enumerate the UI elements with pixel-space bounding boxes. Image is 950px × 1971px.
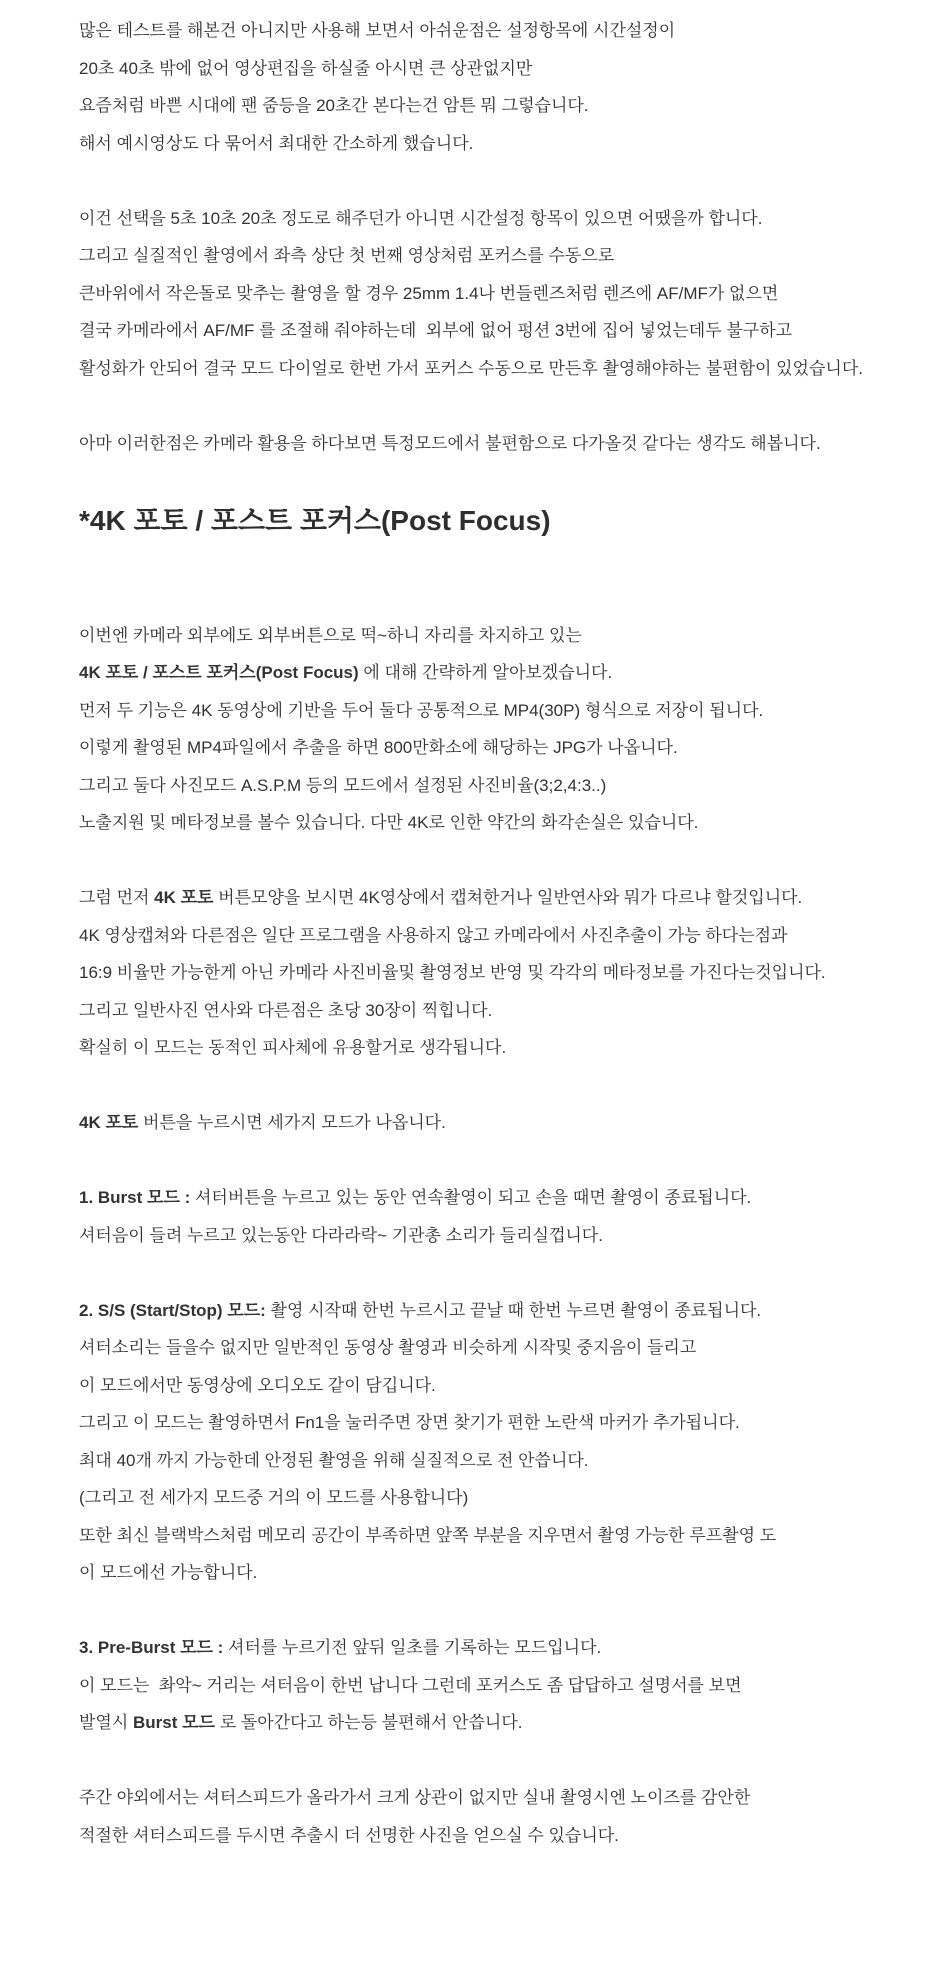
text-line	[79, 350, 895, 388]
bold-text-segment: *4K 포토 / 포스트 포커스(Post Focus)	[79, 504, 551, 536]
text-line	[79, 954, 895, 992]
text-segment: 적절한 셔터스피드를 두시면 추출시 더 선명한 사진을 얻으실 수 있습니다.	[79, 1825, 619, 1845]
text-segment: 셔터를 누르기전 앞뒤 일초를 기록하는 모드입니다.	[223, 1638, 602, 1657]
text-segment: 이번엔 카메라 외부에도 외부버튼으로 떡~하니 자리를 차지하고 있는	[79, 625, 582, 645]
text-segment: 이렇게 촬영된 MP4파일에서 추출을 하면 800만화소에 해당하는 JPG가 나옵니다.	[79, 738, 678, 757]
text-line	[79, 1817, 895, 1855]
text-segment: 아마 이러한점은 카메라 활용을 하다보면 특정모드에서 불편함으로 다가올것 같다는 생각도 해봅니다.	[79, 433, 821, 453]
bold-text-segment: 2. S/S (Start/Stop) 모드:	[79, 1300, 266, 1320]
post-content	[79, 12, 895, 1854]
text-segment: 이 모드에선 가능합니다.	[79, 1563, 258, 1582]
text-segment: 큰바위에서 작은돌로 맞추는 촬영을 할 경우 25mm 1.4나 번들렌즈처럼 렌즈에 AF/MF가 없으면	[79, 283, 779, 303]
text-line	[79, 654, 895, 692]
text-line	[79, 1104, 895, 1142]
bold-text-segment: 4K 포토	[154, 888, 214, 907]
text-line	[79, 879, 895, 917]
text-line	[79, 500, 895, 542]
bold-text-segment: 1. Burst 모드 :	[79, 1188, 191, 1207]
text-line	[79, 200, 895, 238]
text-line	[79, 1442, 895, 1480]
text-line	[79, 1517, 895, 1555]
text-segment: 20초 40초 밖에 없어 영상편집을 하실줄 아시면 큰 상관없지만	[79, 58, 533, 78]
text-segment: 주간 야외에서는 셔터스피드가 올라가서 크게 상관이 없지만 실내 촬영시엔 노이즈를 감안한	[79, 1788, 751, 1807]
bold-text-segment: 4K 포토	[79, 1113, 139, 1132]
text-line	[79, 125, 895, 163]
text-segment: 또한 최신 블랙박스처럼 메모리 공간이 부족하면 앞쪽 부분을 지우면서 촬영 가능한 루프촬영 도	[79, 1525, 777, 1545]
bold-text-segment: 4K 포토 / 포스트 포커스(Post Focus)	[79, 663, 359, 682]
text-line	[79, 729, 895, 767]
text-line	[79, 1367, 895, 1405]
text-line	[79, 1292, 895, 1330]
text-line	[79, 992, 895, 1030]
text-segment: 확실히 이 모드는 동적인 피사체에 유용할거로 생각됩니다.	[79, 1038, 507, 1057]
text-segment: 셔터음이 들려 누르고 있는동안 다라라락~ 기관총 소리가 들리실껍니다.	[79, 1225, 603, 1245]
text-line	[79, 1479, 895, 1517]
text-line	[79, 1779, 895, 1817]
text-segment: 활성화가 안되어 결국 모드 다이얼로 한번 가서 포커스 수동으로 만든후 촬영해야하는 불편함이 있었습니다.	[79, 358, 863, 378]
text-line	[79, 1404, 895, 1442]
text-segment: 셔터버튼을 누르고 있는 동안 연속촬영이 되고 손을 때면 촬영이 종료됩니다.	[190, 1188, 752, 1207]
text-segment: 노출지원 및 메타정보를 볼수 있습니다. 다만 4K로 인한 약간의 화각손실은 있습니다.	[79, 813, 699, 832]
text-segment: 셔터소리는 들을수 없지만 일반적인 동영상 촬영과 비슷하게 시작및 중지음이 들리고	[79, 1338, 697, 1357]
text-line	[79, 12, 895, 50]
paragraph	[79, 1104, 895, 1142]
bold-text-segment: Burst 모드	[133, 1713, 215, 1732]
text-segment: 그리고 이 모드는 촬영하면서 Fn1을 눌러주면 장면 찾기가 편한 노란색 마커가 추가됩니다.	[79, 1413, 740, 1432]
text-segment: 에 대해 간략하게 알아보겠습니다.	[358, 663, 613, 682]
text-segment: 요즘처럼 바쁜 시대에 팬 줌등을 20초간 본다는건 암튼 뭐 그렇습니다.	[79, 96, 589, 115]
text-line	[79, 312, 895, 350]
text-segment: 로 돌아간다고 하는등 불편해서 안씁니다.	[214, 1713, 523, 1732]
bold-text-segment: 3. Pre-Burst 모드 :	[79, 1638, 224, 1657]
text-line	[79, 50, 895, 88]
text-segment: 그리고 일반사진 연사와 다른점은 초당 30장이 찍힙니다.	[79, 1000, 493, 1020]
section-heading	[79, 500, 895, 542]
text-line	[79, 767, 895, 805]
paragraph	[79, 1779, 895, 1854]
text-line	[79, 1704, 895, 1742]
text-segment: 이건 선택을 5초 10초 20초 정도로 해주던가 아니면 시간설정 항목이 있으면 어땠을까 합니다.	[79, 208, 763, 228]
text-segment: 해서 예시영상도 다 묶어서 최대한 간소하게 했습니다.	[79, 133, 474, 153]
text-line	[79, 1554, 895, 1592]
text-segment: 이 모드는 촤악~ 거리는 셔터음이 한번 납니다 그런데 포커스도 좀 답답하고 설명서를 보면	[79, 1675, 742, 1695]
text-segment: 촬영 시작때 한번 누르시고 끝날 때 한번 누르면 촬영이 종료됩니다.	[265, 1300, 762, 1320]
text-line	[79, 275, 895, 313]
text-line	[79, 804, 895, 842]
text-segment: 그리고 실질적인 촬영에서 좌측 상단 첫 번째 영상처럼 포커스를 수동으로	[79, 246, 615, 265]
text-segment: (그리고 전 세가지 모드중 거의 이 모드를 사용합니다)	[79, 1488, 469, 1507]
text-segment: 이 모드에서만 동영상에 오디오도 같이 담깁니다.	[79, 1375, 436, 1395]
text-line	[79, 1629, 895, 1667]
text-line	[79, 692, 895, 730]
text-line	[79, 917, 895, 955]
text-segment: 발열시	[79, 1713, 133, 1732]
paragraph	[79, 617, 895, 842]
text-line	[79, 1217, 895, 1255]
text-segment: 버튼모양을 보시면 4K영상에서 캡쳐한거나 일반연사와 뭐가 다르냐 할것입니다.	[213, 888, 803, 907]
paragraph	[79, 879, 895, 1067]
text-line	[79, 617, 895, 655]
text-line	[79, 1029, 895, 1067]
text-segment: 버튼을 누르시면 세가지 모드가 나옵니다.	[138, 1113, 446, 1132]
paragraph	[79, 12, 895, 162]
text-segment: 최대 40개 까지 가능한데 안정된 촬영을 위해 실질적으로 전 안씁니다.	[79, 1450, 589, 1470]
text-segment: 먼저 두 기능은 4K 동영상에 기반을 두어 둘다 공통적으로 MP4(30P) 형식으로 저장이 됩니다.	[79, 700, 764, 720]
paragraph	[79, 1292, 895, 1592]
text-line	[79, 87, 895, 125]
text-line	[79, 425, 895, 463]
paragraph	[79, 1179, 895, 1254]
text-segment: 4K 영상캡쳐와 다른점은 일단 프로그램을 사용하지 않고 카메라에서 사진추출이 가능 하다는점과	[79, 925, 788, 945]
paragraph	[79, 200, 895, 388]
text-line	[79, 1667, 895, 1705]
text-segment: 그리고 둘다 사진모드 A.S.P.M 등의 모드에서 설정된 사진비율(3;2,4:3..)	[79, 775, 607, 795]
text-segment: 결국 카메라에서 AF/MF 를 조절해 줘야하는데 외부에 없어 펑션 3번에 집어 넣었는데두 불구하고	[79, 321, 793, 340]
paragraph	[79, 425, 895, 463]
text-line	[79, 1179, 895, 1217]
text-segment: 16:9 비율만 가능한게 아닌 카메라 사진비율및 촬영정보 반영 및 각각의 메타정보를 가진다는것입니다.	[79, 963, 826, 982]
text-line	[79, 237, 895, 275]
text-segment: 그럼 먼저	[79, 888, 155, 907]
text-segment: 많은 테스트를 해본건 아니지만 사용해 보면서 아쉬운점은 설정항목에 시간설정이	[79, 21, 676, 40]
text-line	[79, 1329, 895, 1367]
paragraph	[79, 1629, 895, 1742]
